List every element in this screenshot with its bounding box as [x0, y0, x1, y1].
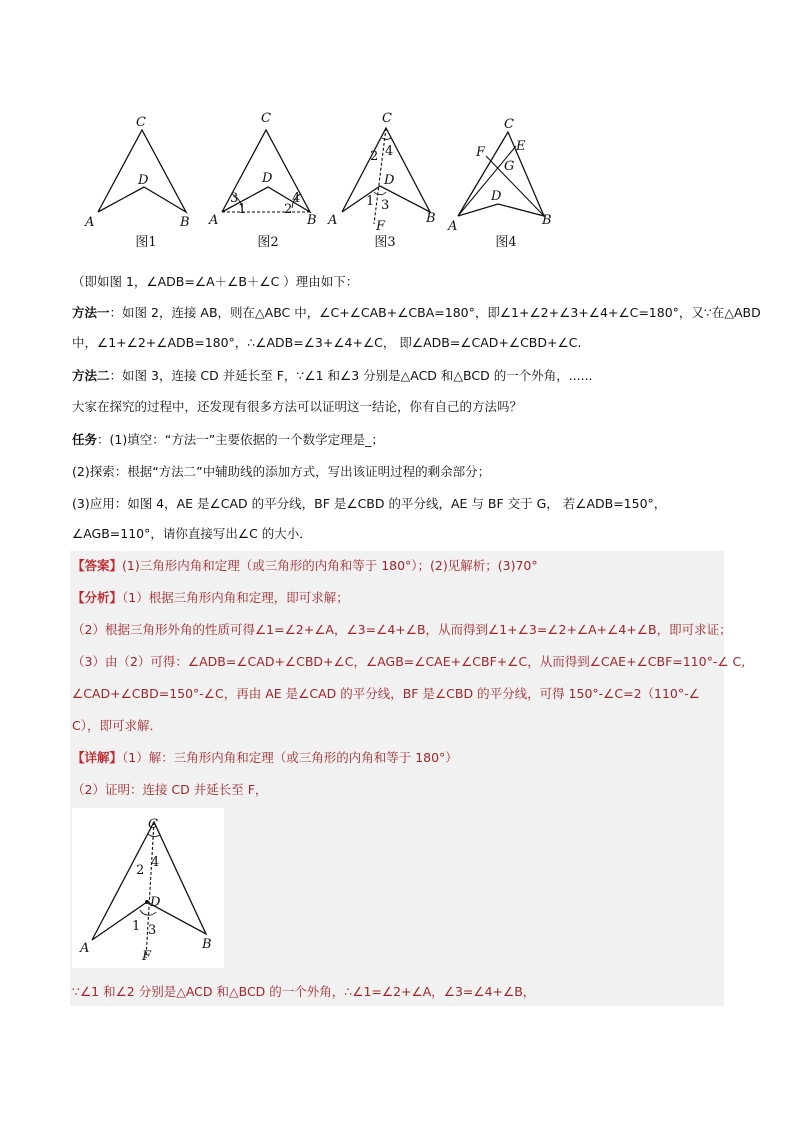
label-D: D [262, 171, 273, 186]
figure-3-diagram [324, 108, 444, 233]
label-E: E [516, 139, 526, 154]
label-D: D [150, 895, 161, 910]
label-D: D [384, 173, 395, 188]
figure-3-caption: 图3 [374, 235, 396, 250]
detail-figure [72, 808, 224, 968]
answer-line [72, 556, 732, 576]
detail-line-3: ∵∠1 和∠2 分别是△ACD 和△BCD 的一个外角，∴∠1=∠2+∠A，∠3=∠4+∠B， [72, 984, 536, 999]
analysis-line-1 [72, 588, 732, 608]
task-text: ：(1)填空：“方法一”主要依据的一个数学定理是_； [97, 432, 384, 447]
method-two-text: ：如图 3，连接 CD 并延长至 F，∵∠1 和∠3 分别是△ACD 和△BCD 的一个外角，...... [109, 368, 593, 383]
angle-1: 1 [238, 202, 247, 217]
label-F: F [476, 145, 486, 160]
text-line-7: (2)探索：根据“方法二”中辅助线的添加方式，写出该证明过程的剩余部分； [72, 464, 491, 479]
figure-1-diagram [80, 108, 200, 228]
label-C: C [382, 111, 392, 126]
label-B: B [426, 211, 436, 226]
analysis-line-5: C），即可求解． [72, 718, 162, 733]
angle-1: 1 [132, 919, 141, 934]
label-A: A [209, 213, 219, 228]
text-line-5: 大家在探究的过程中，还发现有很多方法可以证明这一结论，你有自己的方法吗？ [72, 399, 523, 414]
text-line-2 [72, 303, 761, 323]
analysis-line-2: （2）根据三角形外角的性质可得∠1=∠2+∠A，∠3=∠4+∠B，从而得到∠1+∠3=∠2+∠A+∠4+∠B，即可求证； [72, 622, 732, 637]
label-B: B [180, 215, 190, 230]
angle-4: 4 [292, 191, 301, 206]
figure-row [80, 108, 560, 253]
label-F: F [142, 949, 152, 964]
figure-2-diagram [204, 108, 324, 228]
label-G: G [504, 159, 515, 174]
label-D: D [138, 173, 149, 188]
figure-4-diagram [446, 108, 566, 233]
label-B: B [542, 213, 552, 228]
text-line-8: (3)应用：如图 4，AE 是∠CAD 的平分线，BF 是∠CBD 的平分线，AE 与 BF 交于 G， 若∠ADB=150°， [72, 496, 667, 511]
text-line-3: 中，∠1+∠2+∠ADB=180°，∴∠ADB=∠3+∠4+∠C， 即∠ADB=∠CAD+∠CBD+∠C. [72, 335, 582, 350]
label-D: D [491, 189, 502, 204]
task-label: 任务 [72, 432, 98, 447]
detail-tag: 【详解】 [72, 750, 123, 765]
detail-figure-diagram [72, 808, 224, 968]
angle-4: 4 [151, 855, 160, 870]
text-line-4 [72, 366, 732, 386]
angle-2: 2 [284, 202, 293, 217]
text-line-1: （即如图 1，∠ADB=∠A＋∠B＋∠C ）理由如下： [72, 274, 359, 289]
analysis-line-4: ∠CAD+∠CBD=150°-∠C，再由 AE 是∠CAD 的平分线，BF 是∠CBD 的平分线，可得 150°-∠C=2（110°-∠ [72, 686, 700, 701]
figure-2 [204, 108, 324, 253]
figure-4-caption: 图4 [495, 235, 517, 250]
angle-1: 1 [366, 194, 375, 209]
label-C: C [504, 117, 514, 132]
detail-line-2: （2）证明：连接 CD 并延长至 F， [72, 782, 268, 797]
figure-1 [80, 108, 200, 253]
method-one-label: 方法一 [72, 305, 110, 320]
analysis-tag: 【分析】 [72, 590, 123, 605]
figure-4 [446, 108, 566, 253]
angle-3: 3 [230, 191, 239, 206]
label-C: C [136, 115, 146, 130]
label-C: C [261, 111, 271, 126]
detail-line-1 [72, 748, 732, 768]
figure-1-caption: 图1 [135, 235, 157, 250]
text-line-9: ∠AGB=110°，请你直接写出∠C 的大小． [72, 526, 312, 541]
label-A: A [80, 941, 90, 956]
angle-3: 3 [381, 198, 390, 213]
method-two-label: 方法二 [72, 368, 110, 383]
angle-4: 4 [385, 144, 394, 159]
label-A: A [328, 213, 338, 228]
label-A: A [85, 215, 95, 230]
label-B: B [307, 213, 317, 228]
figure-2-caption: 图2 [257, 235, 279, 250]
method-one-text: ：如图 2，连接 AB，则在△ABC 中，∠C+∠CAB+∠CBA=180°，即∠1+∠2+∠3+∠4+∠C=180°，又∵在△ABD [109, 305, 761, 320]
angle-3: 3 [148, 923, 157, 938]
label-A: A [448, 219, 458, 234]
answer-text: (1)三角形内角和定理（或三角形的内角和等于 180°）；(2)见解析；(3)70° [122, 558, 538, 573]
answer-tag: 【答案】 [72, 558, 123, 573]
detail-text-1: （1）解：三角形内角和定理（或三角形的内角和等于 180°） [122, 750, 458, 765]
label-F: F [376, 219, 386, 234]
text-line-6 [72, 430, 732, 450]
analysis-line-3: （3）由（2）可得：∠ADB=∠CAD+∠CBD+∠C，∠AGB=∠CAE+∠CBF+∠C，从而得到∠CAE+∠CBF=110°-∠ C, [72, 654, 746, 669]
angle-2: 2 [370, 149, 379, 164]
analysis-text-1: （1）根据三角形内角和定理，即可求解； [122, 590, 349, 605]
label-C: C [148, 817, 158, 832]
label-B: B [202, 937, 212, 952]
angle-2: 2 [136, 863, 145, 878]
figure-3 [324, 108, 444, 253]
